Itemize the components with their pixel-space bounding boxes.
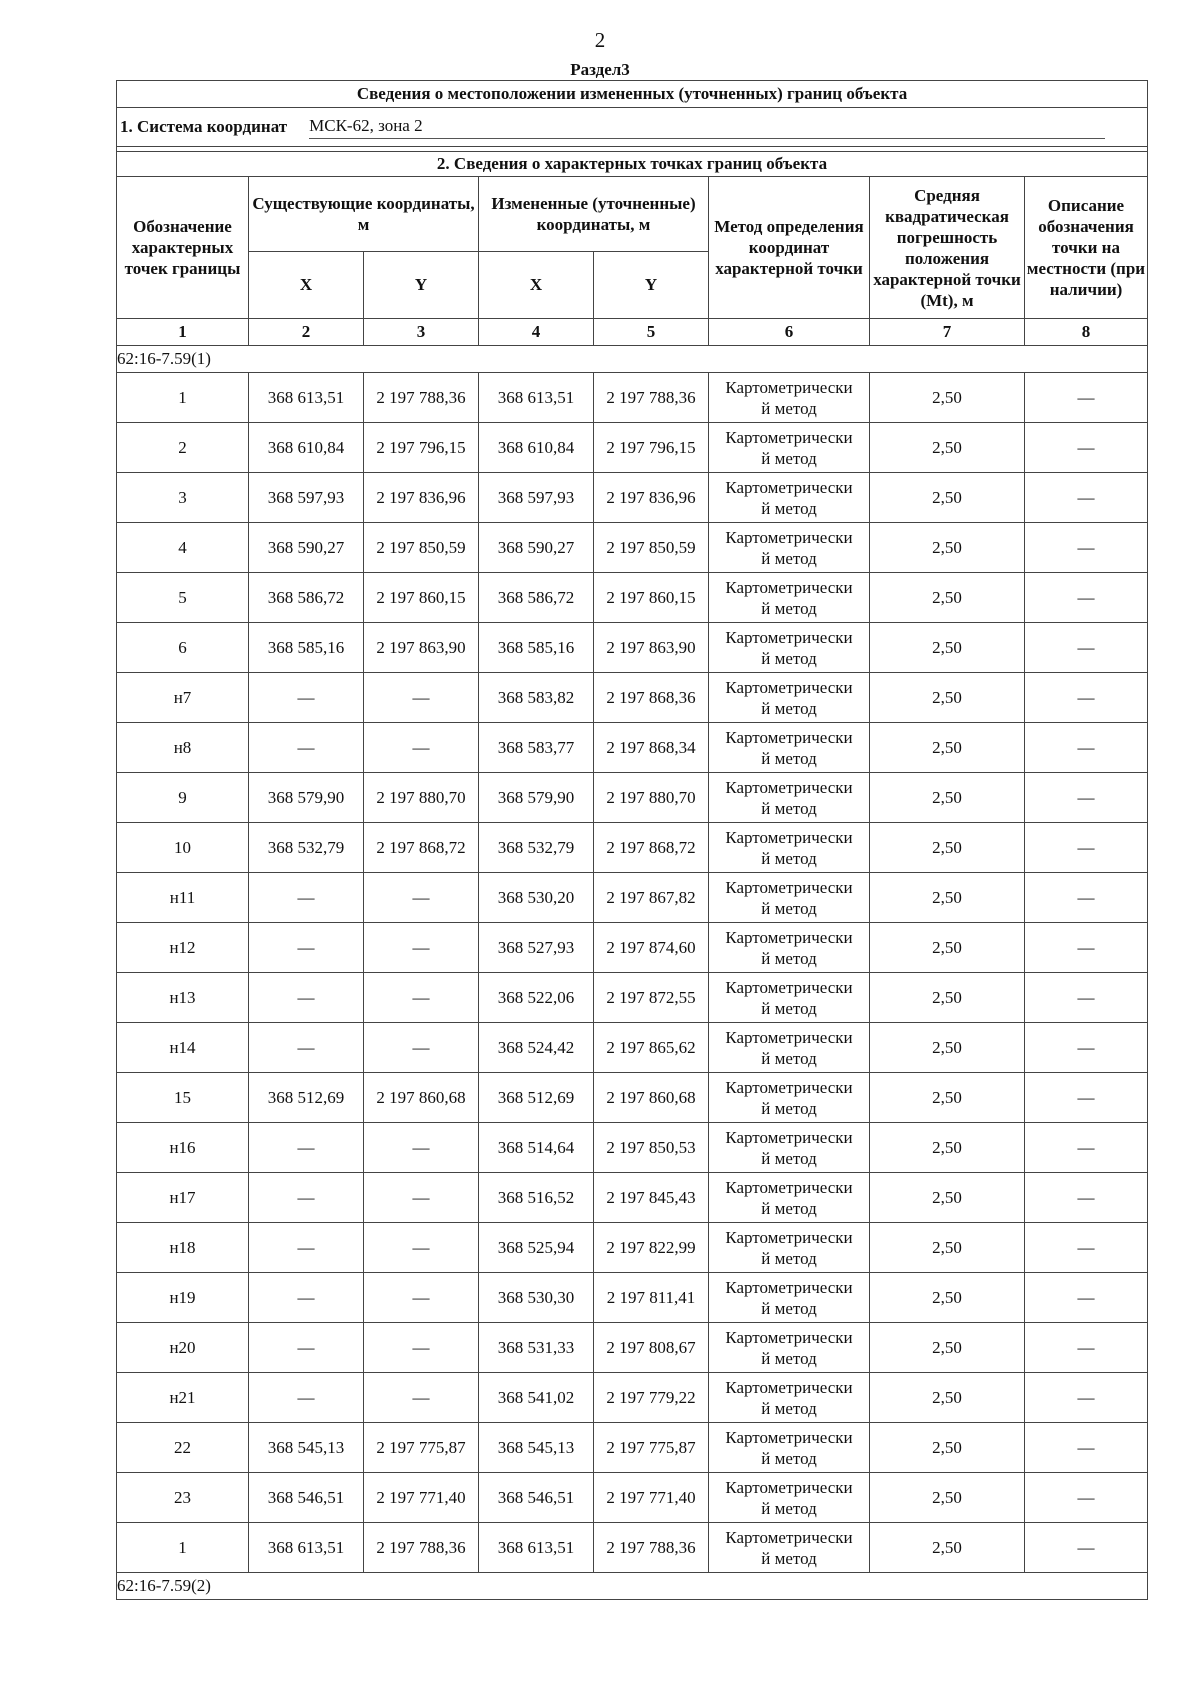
- header-changed-x: X: [479, 252, 594, 319]
- existing-y-cell: —: [364, 1123, 479, 1173]
- changed-y-cell: 2 197 874,60: [594, 923, 709, 973]
- changed-y-cell: 2 197 850,59: [594, 523, 709, 573]
- description-cell: —: [1025, 1073, 1148, 1123]
- existing-x-cell: 368 610,84: [249, 423, 364, 473]
- method-text-line2: й метод: [761, 1248, 817, 1268]
- method-text-line2: й метод: [761, 1398, 817, 1418]
- existing-x-cell: —: [249, 1273, 364, 1323]
- method-cell: [709, 873, 870, 923]
- method-text-line1: Картометрически: [725, 877, 853, 897]
- existing-y-cell: 2 197 868,72: [364, 823, 479, 873]
- existing-y-cell: 2 197 880,70: [364, 773, 479, 823]
- description-cell: —: [1025, 1373, 1148, 1423]
- mean-square-error-cell: 2,50: [870, 673, 1025, 723]
- header-description: Описание обозначения точки на местности (при наличии): [1025, 177, 1148, 319]
- method-text-line2: й метод: [761, 998, 817, 1018]
- changed-y-cell: 2 197 775,87: [594, 1423, 709, 1473]
- method-text-line2: й метод: [761, 1198, 817, 1218]
- changed-y-cell: 2 197 845,43: [594, 1173, 709, 1223]
- method-cell: [709, 523, 870, 573]
- point-cell: н19: [117, 1273, 249, 1323]
- changed-y-cell: 2 197 822,99: [594, 1223, 709, 1273]
- column-number: 6: [709, 319, 870, 346]
- method-text-line2: й метод: [761, 398, 817, 418]
- existing-x-cell: 368 579,90: [249, 773, 364, 823]
- coord-system-label: 1. Система координат: [120, 117, 288, 136]
- section-title: Раздел3: [570, 60, 630, 79]
- point-cell: н21: [117, 1373, 249, 1423]
- changed-x-cell: 368 512,69: [479, 1073, 594, 1123]
- table-row: [117, 973, 1148, 1023]
- changed-x-cell: 368 586,72: [479, 573, 594, 623]
- table-row: [117, 1323, 1148, 1373]
- method-text-line1: Картометрически: [725, 1377, 853, 1397]
- description-cell: —: [1025, 1273, 1148, 1323]
- changed-y-cell: 2 197 836,96: [594, 473, 709, 523]
- method-text-line1: Картометрически: [725, 1227, 853, 1247]
- page-number: 2: [594, 28, 606, 52]
- changed-x-cell: 368 597,93: [479, 473, 594, 523]
- existing-y-cell: —: [364, 1373, 479, 1423]
- header-existing-coordinates: Существующие координаты, м: [249, 177, 479, 252]
- mean-square-error-cell: 2,50: [870, 1523, 1025, 1573]
- method-text-line1: Картометрически: [725, 477, 853, 497]
- point-cell: 4: [117, 523, 249, 573]
- changed-x-cell: 368 583,77: [479, 723, 594, 773]
- method-text-line1: Картометрически: [725, 1127, 853, 1147]
- method-text-line2: й метод: [761, 1348, 817, 1368]
- table-row: [117, 523, 1148, 573]
- changed-x-cell: 368 610,84: [479, 423, 594, 473]
- description-cell: —: [1025, 673, 1148, 723]
- table-title: Сведения о местоположении измененных (уточненных) границ объекта: [117, 81, 1148, 108]
- point-cell: 1: [117, 1523, 249, 1573]
- existing-x-cell: —: [249, 923, 364, 973]
- method-text-line1: Картометрически: [725, 427, 853, 447]
- method-cell: [709, 373, 870, 423]
- description-cell: —: [1025, 1423, 1148, 1473]
- existing-x-cell: —: [249, 673, 364, 723]
- existing-x-cell: —: [249, 1173, 364, 1223]
- point-cell: н17: [117, 1173, 249, 1223]
- method-cell: [709, 1223, 870, 1273]
- table-row: [117, 1373, 1148, 1423]
- description-cell: —: [1025, 573, 1148, 623]
- existing-x-cell: 368 532,79: [249, 823, 364, 873]
- column-number: 7: [870, 319, 1025, 346]
- parcel-label: 62:16-7.59(2): [117, 1573, 1148, 1600]
- table-row: [117, 1073, 1148, 1123]
- changed-x-cell: 368 530,30: [479, 1273, 594, 1323]
- point-cell: 9: [117, 773, 249, 823]
- description-cell: —: [1025, 1123, 1148, 1173]
- changed-y-cell: 2 197 872,55: [594, 973, 709, 1023]
- table-row: [117, 1273, 1148, 1323]
- coord-system-cell: [117, 108, 1148, 147]
- header-existing-y: Y: [364, 252, 479, 319]
- point-cell: 5: [117, 573, 249, 623]
- changed-y-cell: 2 197 860,68: [594, 1073, 709, 1123]
- method-text-line2: й метод: [761, 1548, 817, 1568]
- mean-square-error-cell: 2,50: [870, 973, 1025, 1023]
- method-text-line2: й метод: [761, 1098, 817, 1118]
- method-text-line2: й метод: [761, 598, 817, 618]
- mean-square-error-cell: 2,50: [870, 373, 1025, 423]
- existing-x-cell: —: [249, 1123, 364, 1173]
- changed-y-cell: 2 197 865,62: [594, 1023, 709, 1073]
- point-cell: н11: [117, 873, 249, 923]
- method-text-line2: й метод: [761, 1448, 817, 1468]
- method-text-line1: Картометрически: [725, 1277, 853, 1297]
- description-cell: —: [1025, 1473, 1148, 1523]
- description-cell: —: [1025, 473, 1148, 523]
- point-cell: 6: [117, 623, 249, 673]
- method-cell: [709, 473, 870, 523]
- description-cell: —: [1025, 1173, 1148, 1223]
- mean-square-error-cell: 2,50: [870, 1373, 1025, 1423]
- existing-x-cell: —: [249, 723, 364, 773]
- description-cell: —: [1025, 973, 1148, 1023]
- table-row: [117, 373, 1148, 423]
- existing-x-cell: 368 613,51: [249, 1523, 364, 1573]
- existing-y-cell: 2 197 775,87: [364, 1423, 479, 1473]
- existing-y-cell: —: [364, 873, 479, 923]
- existing-x-cell: 368 512,69: [249, 1073, 364, 1123]
- existing-x-cell: 368 585,16: [249, 623, 364, 673]
- point-cell: 23: [117, 1473, 249, 1523]
- table-row: [117, 723, 1148, 773]
- method-text-line1: Картометрически: [725, 1327, 853, 1347]
- table-row: [117, 623, 1148, 673]
- method-cell: [709, 1323, 870, 1373]
- changed-y-cell: 2 197 771,40: [594, 1473, 709, 1523]
- mean-square-error-cell: 2,50: [870, 873, 1025, 923]
- table-row: [117, 1173, 1148, 1223]
- boundary-points-table: [116, 80, 1148, 1600]
- changed-x-cell: 368 516,52: [479, 1173, 594, 1223]
- changed-y-cell: 2 197 860,15: [594, 573, 709, 623]
- header-existing-x: X: [249, 252, 364, 319]
- existing-x-cell: 368 545,13: [249, 1423, 364, 1473]
- changed-y-cell: 2 197 880,70: [594, 773, 709, 823]
- table-row: [117, 873, 1148, 923]
- method-cell: [709, 1423, 870, 1473]
- table-row: [117, 473, 1148, 523]
- column-number: 4: [479, 319, 594, 346]
- existing-x-cell: —: [249, 1223, 364, 1273]
- parcel-label: 62:16-7.59(1): [117, 346, 1148, 373]
- existing-y-cell: —: [364, 1173, 479, 1223]
- description-cell: —: [1025, 873, 1148, 923]
- method-cell: [709, 1273, 870, 1323]
- method-text-line2: й метод: [761, 548, 817, 568]
- method-text-line2: й метод: [761, 448, 817, 468]
- description-cell: —: [1025, 623, 1148, 673]
- method-text-line1: Картометрически: [725, 1527, 853, 1547]
- header-point-designation: Обозначение характерных точек границы: [117, 177, 249, 319]
- method-text-line1: Картометрически: [725, 1077, 853, 1097]
- header-changed-coordinates: Измененные (уточненные) координаты, м: [479, 177, 709, 252]
- existing-y-cell: 2 197 860,15: [364, 573, 479, 623]
- changed-x-cell: 368 525,94: [479, 1223, 594, 1273]
- method-text-line2: й метод: [761, 748, 817, 768]
- existing-y-cell: —: [364, 1323, 479, 1373]
- changed-x-cell: 368 579,90: [479, 773, 594, 823]
- method-text-line1: Картометрически: [725, 927, 853, 947]
- changed-x-cell: 368 613,51: [479, 1523, 594, 1573]
- mean-square-error-cell: 2,50: [870, 723, 1025, 773]
- method-text-line2: й метод: [761, 848, 817, 868]
- method-text-line1: Картометрически: [725, 377, 853, 397]
- method-cell: [709, 623, 870, 673]
- method-text-line2: й метод: [761, 1048, 817, 1068]
- description-cell: —: [1025, 1223, 1148, 1273]
- existing-y-cell: —: [364, 673, 479, 723]
- column-number: 2: [249, 319, 364, 346]
- method-cell: [709, 573, 870, 623]
- changed-x-cell: 368 530,20: [479, 873, 594, 923]
- point-cell: 10: [117, 823, 249, 873]
- table-row: [117, 923, 1148, 973]
- method-cell: [709, 723, 870, 773]
- changed-x-cell: 368 524,42: [479, 1023, 594, 1073]
- method-text-line1: Картометрически: [725, 577, 853, 597]
- point-cell: 2: [117, 423, 249, 473]
- description-cell: —: [1025, 1523, 1148, 1573]
- changed-y-cell: 2 197 788,36: [594, 1523, 709, 1573]
- column-number: 3: [364, 319, 479, 346]
- changed-x-cell: 368 546,51: [479, 1473, 594, 1523]
- method-text-line1: Картометрически: [725, 1477, 853, 1497]
- mean-square-error-cell: 2,50: [870, 1023, 1025, 1073]
- existing-x-cell: 368 546,51: [249, 1473, 364, 1523]
- mean-square-error-cell: 2,50: [870, 1323, 1025, 1373]
- existing-y-cell: —: [364, 1023, 479, 1073]
- method-text-line1: Картометрически: [725, 977, 853, 997]
- mean-square-error-cell: 2,50: [870, 1473, 1025, 1523]
- header-method: Метод определения координат характерной точки: [709, 177, 870, 319]
- point-cell: н13: [117, 973, 249, 1023]
- changed-x-cell: 368 541,02: [479, 1373, 594, 1423]
- changed-x-cell: 368 613,51: [479, 373, 594, 423]
- method-text-line2: й метод: [761, 1498, 817, 1518]
- changed-x-cell: 368 522,06: [479, 973, 594, 1023]
- existing-x-cell: —: [249, 1373, 364, 1423]
- existing-y-cell: 2 197 771,40: [364, 1473, 479, 1523]
- existing-y-cell: 2 197 796,15: [364, 423, 479, 473]
- header-mean-square-error: Средняя квадратическая погрешность положения характерной точки (Mt), м: [870, 177, 1025, 319]
- existing-y-cell: —: [364, 1273, 479, 1323]
- existing-y-cell: 2 197 788,36: [364, 373, 479, 423]
- method-text-line2: й метод: [761, 798, 817, 818]
- method-text-line2: й метод: [761, 498, 817, 518]
- mean-square-error-cell: 2,50: [870, 1273, 1025, 1323]
- existing-y-cell: —: [364, 723, 479, 773]
- existing-x-cell: 368 590,27: [249, 523, 364, 573]
- existing-y-cell: 2 197 836,96: [364, 473, 479, 523]
- existing-y-cell: 2 197 863,90: [364, 623, 479, 673]
- method-cell: [709, 673, 870, 723]
- method-text-line2: й метод: [761, 698, 817, 718]
- table-row: [117, 1223, 1148, 1273]
- existing-y-cell: —: [364, 923, 479, 973]
- method-text-line2: й метод: [761, 948, 817, 968]
- existing-y-cell: 2 197 860,68: [364, 1073, 479, 1123]
- mean-square-error-cell: 2,50: [870, 1223, 1025, 1273]
- mean-square-error-cell: 2,50: [870, 623, 1025, 673]
- description-cell: —: [1025, 523, 1148, 573]
- description-cell: —: [1025, 723, 1148, 773]
- point-cell: н18: [117, 1223, 249, 1273]
- existing-y-cell: 2 197 850,59: [364, 523, 479, 573]
- mean-square-error-cell: 2,50: [870, 923, 1025, 973]
- mean-square-error-cell: 2,50: [870, 1073, 1025, 1123]
- existing-x-cell: —: [249, 1023, 364, 1073]
- method-cell: [709, 823, 870, 873]
- existing-x-cell: —: [249, 1323, 364, 1373]
- changed-x-cell: 368 531,33: [479, 1323, 594, 1373]
- method-text-line1: Картометрически: [725, 1427, 853, 1447]
- method-text-line1: Картометрически: [725, 727, 853, 747]
- changed-x-cell: 368 545,13: [479, 1423, 594, 1473]
- method-text-line2: й метод: [761, 1148, 817, 1168]
- existing-x-cell: —: [249, 873, 364, 923]
- method-text-line1: Картометрически: [725, 827, 853, 847]
- changed-x-cell: 368 527,93: [479, 923, 594, 973]
- header-changed-y: Y: [594, 252, 709, 319]
- method-text-line1: Картометрически: [725, 777, 853, 797]
- table-row: [117, 1473, 1148, 1523]
- existing-x-cell: —: [249, 973, 364, 1023]
- description-cell: —: [1025, 1323, 1148, 1373]
- point-cell: 22: [117, 1423, 249, 1473]
- mean-square-error-cell: 2,50: [870, 523, 1025, 573]
- changed-y-cell: 2 197 808,67: [594, 1323, 709, 1373]
- existing-y-cell: —: [364, 973, 479, 1023]
- point-cell: н8: [117, 723, 249, 773]
- column-number: 8: [1025, 319, 1148, 346]
- point-cell: 3: [117, 473, 249, 523]
- description-cell: —: [1025, 823, 1148, 873]
- method-cell: [709, 1373, 870, 1423]
- changed-y-cell: 2 197 779,22: [594, 1373, 709, 1423]
- mean-square-error-cell: 2,50: [870, 423, 1025, 473]
- column-number: 1: [117, 319, 249, 346]
- method-text-line1: Картометрически: [725, 677, 853, 697]
- coord-system-value: МСК-62, зона 2: [309, 115, 1105, 139]
- mean-square-error-cell: 2,50: [870, 573, 1025, 623]
- method-cell: [709, 923, 870, 973]
- method-cell: [709, 1023, 870, 1073]
- changed-y-cell: 2 197 796,15: [594, 423, 709, 473]
- method-text-line2: й метод: [761, 1298, 817, 1318]
- mean-square-error-cell: 2,50: [870, 1173, 1025, 1223]
- points-section-title: 2. Сведения о характерных точках границ объекта: [117, 152, 1148, 177]
- changed-x-cell: 368 532,79: [479, 823, 594, 873]
- changed-y-cell: 2 197 868,34: [594, 723, 709, 773]
- point-cell: н20: [117, 1323, 249, 1373]
- existing-y-cell: 2 197 788,36: [364, 1523, 479, 1573]
- point-cell: 1: [117, 373, 249, 423]
- mean-square-error-cell: 2,50: [870, 1423, 1025, 1473]
- changed-x-cell: 368 585,16: [479, 623, 594, 673]
- changed-x-cell: 368 590,27: [479, 523, 594, 573]
- changed-x-cell: 368 514,64: [479, 1123, 594, 1173]
- method-cell: [709, 1123, 870, 1173]
- method-cell: [709, 773, 870, 823]
- method-cell: [709, 423, 870, 473]
- description-cell: —: [1025, 1023, 1148, 1073]
- changed-y-cell: 2 197 867,82: [594, 873, 709, 923]
- existing-x-cell: 368 586,72: [249, 573, 364, 623]
- description-cell: —: [1025, 923, 1148, 973]
- method-cell: [709, 1173, 870, 1223]
- column-number: 5: [594, 319, 709, 346]
- changed-y-cell: 2 197 863,90: [594, 623, 709, 673]
- mean-square-error-cell: 2,50: [870, 773, 1025, 823]
- changed-y-cell: 2 197 868,36: [594, 673, 709, 723]
- description-cell: —: [1025, 373, 1148, 423]
- table-row: [117, 1123, 1148, 1173]
- mean-square-error-cell: 2,50: [870, 473, 1025, 523]
- method-cell: [709, 1073, 870, 1123]
- existing-y-cell: —: [364, 1223, 479, 1273]
- table-row: [117, 823, 1148, 873]
- changed-y-cell: 2 197 788,36: [594, 373, 709, 423]
- table-row: [117, 423, 1148, 473]
- point-cell: н16: [117, 1123, 249, 1173]
- description-cell: —: [1025, 423, 1148, 473]
- method-text-line1: Картометрически: [725, 1027, 853, 1047]
- table-row: [117, 773, 1148, 823]
- method-cell: [709, 1523, 870, 1573]
- table-row: [117, 1423, 1148, 1473]
- existing-x-cell: 368 613,51: [249, 373, 364, 423]
- point-cell: н7: [117, 673, 249, 723]
- existing-x-cell: 368 597,93: [249, 473, 364, 523]
- point-cell: 15: [117, 1073, 249, 1123]
- table-row: [117, 573, 1148, 623]
- method-text-line1: Картометрически: [725, 1177, 853, 1197]
- table-row: [117, 1523, 1148, 1573]
- changed-y-cell: 2 197 850,53: [594, 1123, 709, 1173]
- mean-square-error-cell: 2,50: [870, 823, 1025, 873]
- method-text-line2: й метод: [761, 648, 817, 668]
- description-cell: —: [1025, 773, 1148, 823]
- method-cell: [709, 973, 870, 1023]
- changed-y-cell: 2 197 868,72: [594, 823, 709, 873]
- method-text-line1: Картометрически: [725, 527, 853, 547]
- table-row: [117, 1023, 1148, 1073]
- changed-y-cell: 2 197 811,41: [594, 1273, 709, 1323]
- point-cell: н14: [117, 1023, 249, 1073]
- method-text-line2: й метод: [761, 898, 817, 918]
- mean-square-error-cell: 2,50: [870, 1123, 1025, 1173]
- method-text-line1: Картометрически: [725, 627, 853, 647]
- method-cell: [709, 1473, 870, 1523]
- table-row: [117, 673, 1148, 723]
- changed-x-cell: 368 583,82: [479, 673, 594, 723]
- point-cell: н12: [117, 923, 249, 973]
